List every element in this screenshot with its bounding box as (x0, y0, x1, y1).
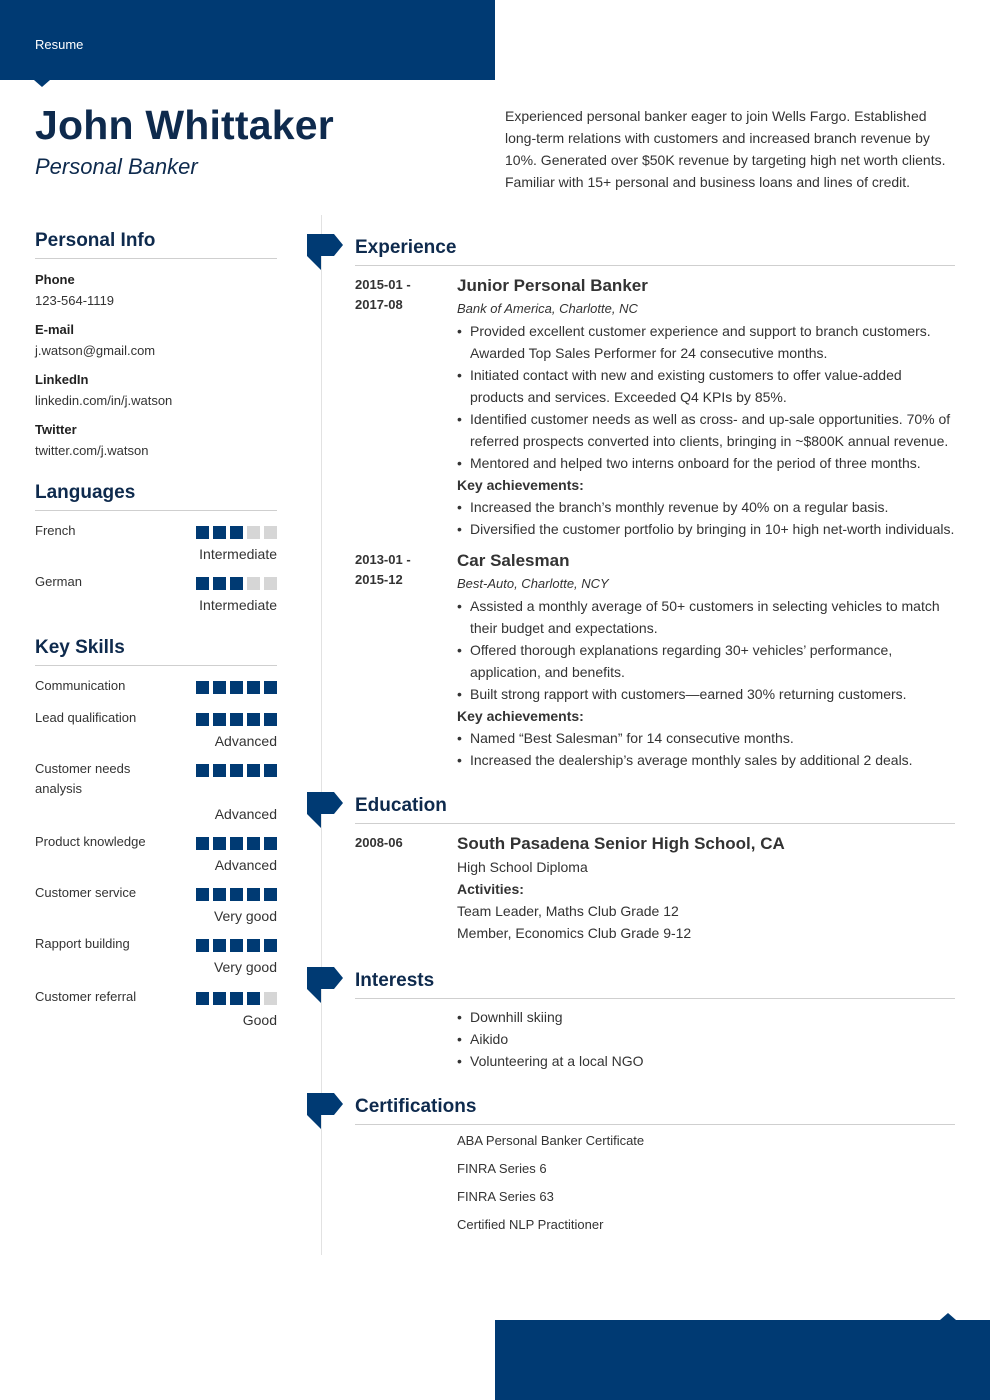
education-heading: Education (355, 795, 447, 816)
rating-dots (196, 939, 277, 952)
skill-name: Customer referral (35, 989, 137, 1004)
info-label-linkedin: LinkedIn (35, 372, 89, 387)
flag-fold (307, 256, 321, 270)
candidate-role: Personal Banker (35, 154, 198, 179)
flag-fold (307, 814, 321, 828)
job-date (355, 275, 411, 315)
rating-dot-filled (196, 713, 209, 726)
section-flag-icon (307, 967, 343, 989)
footer-band (495, 1320, 990, 1400)
job-bullet: • Identified customer needs as well as cross- and up-sale opportunities. 70% of referred prospects converted into clients, bringing in ~$800K annual revenue. (457, 408, 957, 452)
flag-fold (307, 989, 321, 1003)
achievements-label: Key achievements: (457, 477, 584, 493)
certifications-list (457, 1127, 957, 1239)
section-divider (355, 998, 955, 999)
education-date: 2008-06 (355, 835, 403, 850)
achievement-bullet: • Increased the dealership’s average monthly sales by additional 2 deals. (457, 749, 957, 771)
job-date (355, 550, 411, 590)
info-value-phone: 123-564-1119 (35, 293, 115, 308)
rating-dot-filled (230, 681, 243, 694)
skill-name: Communication (35, 678, 126, 693)
rating-dot-filled (213, 681, 226, 694)
skill-item (35, 676, 277, 696)
rating-dot-filled (230, 764, 243, 777)
left-column (35, 230, 277, 1030)
info-value-twitter: twitter.com/j.watson (35, 443, 149, 458)
achievements-label: Key achievements: (457, 708, 584, 724)
rating-dot-filled (196, 939, 209, 952)
interest-item: • Aikido (457, 1028, 957, 1050)
resume-tab-label: Resume (35, 37, 84, 52)
skill-item (35, 934, 277, 977)
skill-level: Very good (213, 908, 277, 924)
info-value-linkedin: linkedin.com/in/j.watson (35, 393, 173, 408)
rating-dot-filled (213, 992, 226, 1005)
rating-dot-filled (247, 939, 260, 952)
flag-fold (307, 1115, 321, 1129)
achievement-bullets (457, 727, 957, 771)
rating-dots (196, 713, 277, 726)
job-bullet: • Offered thorough explanations regarding 30+ vehicles’ performance, application, and benefits. (457, 639, 957, 683)
job-bullet: • Built strong rapport with customers—earned 30% returning customers. (457, 683, 957, 705)
skill-item (35, 883, 277, 926)
rating-dot-filled (213, 764, 226, 777)
rating-dot-filled (247, 681, 260, 694)
skill-level: Advanced (214, 857, 277, 873)
personal-info-heading: Personal Info (35, 230, 277, 259)
rating-dot-filled (196, 764, 209, 777)
section-divider (355, 1124, 955, 1125)
language-level: Intermediate (199, 546, 277, 562)
info-label-twitter: Twitter (35, 422, 77, 437)
job-company: Bank of America, Charlotte, NC (457, 301, 638, 316)
skill-name: Product knowledge (35, 834, 146, 849)
rating-dot-filled (264, 764, 277, 777)
rating-dot-filled (247, 888, 260, 901)
job-company: Best-Auto, Charlotte, NCY (457, 576, 609, 591)
job-date-start: 2013-01 - (355, 552, 411, 567)
rating-dots (196, 888, 277, 901)
achievement-bullet: • Diversified the customer portfolio by bringing in 10+ high net-worth individuals. (457, 518, 957, 540)
section-flag-icon (307, 234, 343, 256)
skill-level: Good (242, 1012, 277, 1028)
experience-heading: Experience (355, 237, 457, 258)
achievement-bullets (457, 496, 957, 540)
rating-dot-empty (247, 577, 260, 590)
summary-text: Experienced personal banker eager to join Wells Fargo. Established long-term relations with customers and increased branch revenue by 10%. Generated over $50K revenue by targeting high net worth clients. Familiar with 15+ personal and business loans and lines of credit. (505, 108, 946, 190)
rating-dot-filled (213, 888, 226, 901)
section-divider (355, 823, 955, 824)
rating-dot-filled (196, 577, 209, 590)
job-date-end: 2015-12 (355, 572, 403, 587)
rating-dot-filled (230, 992, 243, 1005)
rating-dot-filled (247, 992, 260, 1005)
job-date-end: 2017-08 (355, 297, 403, 312)
education-entry (457, 832, 957, 944)
job-bullet: • Provided excellent customer experience and support to branch customers. Awarded Top Sales Performer for 24 consecutive months. (457, 320, 957, 364)
interests-heading: Interests (355, 970, 435, 991)
rating-dot-filled (264, 681, 277, 694)
rating-dots (196, 681, 277, 694)
candidate-name: John Whittaker (35, 102, 334, 148)
job-entry (457, 274, 957, 540)
skill-item (35, 759, 277, 824)
rating-dot-filled (264, 837, 277, 850)
language-item (35, 521, 277, 564)
info-value-email: j.watson@gmail.com (35, 343, 156, 358)
info-label-email: E-mail (35, 322, 75, 337)
rating-dot-filled (247, 837, 260, 850)
header-notch (34, 80, 50, 87)
achievement-bullet: • Increased the branch’s monthly revenue by 40% on a regular basis. (457, 496, 957, 518)
activity: Member, Economics Club Grade 9-12 (457, 925, 692, 941)
rating-dot-filled (230, 526, 243, 539)
rating-dot-filled (213, 526, 226, 539)
job-bullets (457, 320, 957, 474)
rating-dot-empty (264, 577, 277, 590)
rating-dot-filled (213, 837, 226, 850)
skill-item (35, 708, 277, 751)
rating-dot-filled (213, 939, 226, 952)
rating-dot-filled (196, 837, 209, 850)
section-divider (355, 265, 955, 266)
rating-dot-filled (213, 577, 226, 590)
job-bullets (457, 595, 957, 705)
skill-item (35, 832, 277, 875)
rating-dots (196, 837, 277, 850)
rating-dot-filled (230, 837, 243, 850)
rating-dot-filled (230, 577, 243, 590)
school-name: South Pasadena Senior High School, CA (457, 834, 785, 853)
job-date-start: 2015-01 - (355, 277, 411, 292)
skill-name: Lead qualification (35, 710, 137, 725)
rating-dot-empty (264, 526, 277, 539)
rating-dot-empty (264, 992, 277, 1005)
skill-level: Advanced (214, 806, 277, 822)
language-level: Intermediate (199, 597, 277, 613)
job-title: Junior Personal Banker (457, 276, 648, 295)
skill-item (35, 987, 277, 1030)
rating-dots (196, 764, 277, 777)
job-entry (457, 549, 957, 771)
certification-item: FINRA Series 63 (457, 1189, 554, 1204)
job-bullet: • Assisted a monthly average of 50+ customers in selecting vehicles to match their budget and expectations. (457, 595, 957, 639)
language-name: French (35, 523, 76, 538)
header-band (0, 0, 495, 80)
rating-dot-filled (264, 939, 277, 952)
skill-level: Advanced (214, 733, 277, 749)
achievement-bullet: • Named “Best Salesman” for 14 consecutive months. (457, 727, 957, 749)
certification-item: Certified NLP Practitioner (457, 1217, 604, 1232)
rating-dot-filled (196, 888, 209, 901)
certification-item: ABA Personal Banker Certificate (457, 1133, 645, 1148)
rating-dot-filled (247, 713, 260, 726)
certification-item: FINRA Series 6 (457, 1161, 547, 1176)
rating-dot-filled (264, 713, 277, 726)
rating-dot-filled (213, 713, 226, 726)
rating-dots (196, 577, 277, 590)
skill-level: Very good (213, 959, 277, 975)
rating-dot-filled (230, 939, 243, 952)
rating-dot-filled (196, 681, 209, 694)
rating-dot-filled (196, 526, 209, 539)
activities-label: Activities: (457, 881, 524, 897)
job-bullet: • Mentored and helped two interns onboard for the period of three months. (457, 452, 957, 474)
job-title: Car Salesman (457, 551, 570, 570)
skill-name: Customer service (35, 885, 137, 900)
language-item (35, 572, 277, 615)
skill-name: Rapport building (35, 936, 130, 951)
languages-heading: Languages (35, 482, 277, 511)
interests-list (457, 1006, 957, 1072)
certifications-heading: Certifications (355, 1096, 477, 1117)
section-flag-icon (307, 1093, 343, 1115)
info-label-phone: Phone (35, 272, 75, 287)
language-name: German (35, 574, 82, 589)
degree: High School Diploma (457, 859, 588, 875)
interest-item: • Volunteering at a local NGO (457, 1050, 957, 1072)
rating-dots (196, 526, 277, 539)
key-skills-heading: Key Skills (35, 637, 277, 666)
rating-dot-filled (247, 764, 260, 777)
rating-dot-empty (247, 526, 260, 539)
skill-name: Customer needs analysis (35, 761, 131, 796)
footer-notch (940, 1313, 956, 1320)
rating-dot-filled (196, 992, 209, 1005)
rating-dots (196, 992, 277, 1005)
job-bullet: • Initiated contact with new and existing customers to offer value-added products and services. Exceeded Q4 KPIs by 85%. (457, 364, 957, 408)
rating-dot-filled (230, 713, 243, 726)
activity: Team Leader, Maths Club Grade 12 (457, 903, 679, 919)
rating-dot-filled (230, 888, 243, 901)
rating-dot-filled (264, 888, 277, 901)
interest-item: • Downhill skiing (457, 1006, 957, 1028)
section-flag-icon (307, 792, 343, 814)
